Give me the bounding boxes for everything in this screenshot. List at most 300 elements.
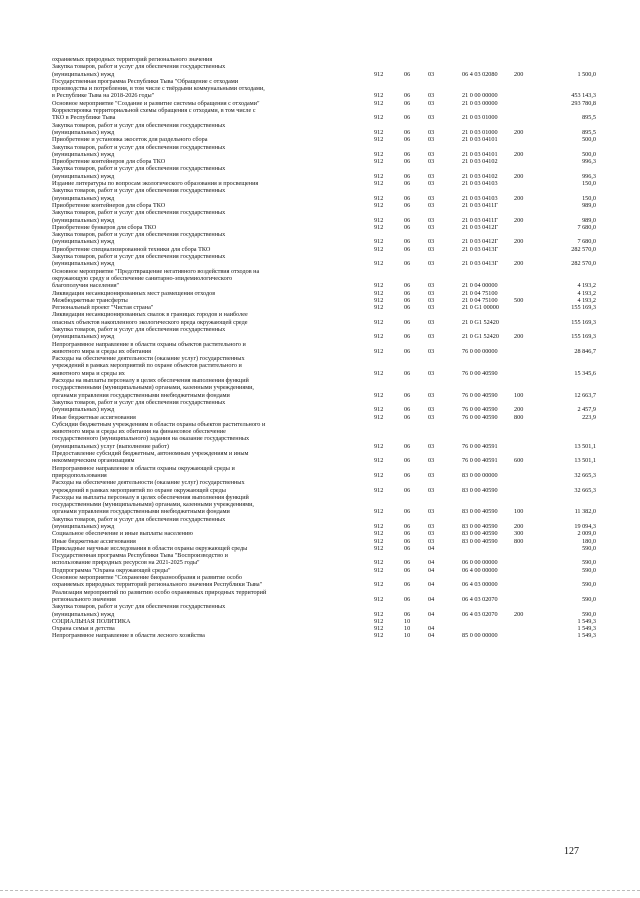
row-sum: 13 501,1 bbox=[574, 457, 596, 465]
table-row bbox=[52, 603, 596, 618]
row-cs: 21 0 00 00000 bbox=[462, 92, 498, 100]
row-pr: 03 bbox=[428, 158, 435, 166]
row-vr: 200 bbox=[514, 172, 524, 180]
row-name: Охрана семьи и детства bbox=[52, 625, 115, 633]
budget-page bbox=[52, 56, 596, 640]
row-name: Закупка товаров, работ и услуг для обеспечения государственных (муниципальных) нужд bbox=[52, 143, 226, 158]
row-name: Закупка товаров, работ и услуг для обеспечения государственных (муниципальных) нужд bbox=[52, 515, 226, 530]
row-gr: 912 bbox=[374, 559, 384, 567]
row-cs bbox=[462, 56, 514, 63]
row-pr: 03 bbox=[428, 304, 435, 312]
row-pr: 03 bbox=[428, 347, 435, 355]
row-vr bbox=[514, 224, 544, 231]
row-pr: 03 bbox=[428, 114, 435, 122]
row-cs: 21 0 03 01000 bbox=[462, 114, 498, 122]
row-cs: 21 0 03 0411Г bbox=[462, 216, 498, 224]
table-row bbox=[52, 567, 596, 574]
row-cs: 06 4 03 00000 bbox=[462, 581, 498, 589]
row-gr: 912 bbox=[374, 442, 384, 450]
row-cs: 76 0 00 40590 bbox=[462, 369, 498, 377]
row-cs bbox=[462, 618, 514, 625]
row-cs: 76 0 00 40591 bbox=[462, 442, 498, 450]
row-pr: 03 bbox=[428, 296, 435, 304]
row-cs: 85 0 00 00000 bbox=[462, 632, 498, 640]
row-gr: 912 bbox=[374, 530, 384, 538]
row-gr: 912 bbox=[374, 201, 384, 209]
row-gr: 912 bbox=[374, 282, 384, 290]
row-pr: 04 bbox=[428, 544, 435, 552]
row-pr: 03 bbox=[428, 194, 435, 202]
row-cs: 06 0 00 00000 bbox=[462, 559, 498, 567]
row-pr: 03 bbox=[428, 99, 435, 107]
row-pr: 03 bbox=[428, 333, 435, 341]
row-pr: 03 bbox=[428, 180, 435, 188]
row-rz: 06 bbox=[404, 92, 411, 100]
row-sum: 12 663,7 bbox=[574, 391, 596, 399]
row-rz: 06 bbox=[404, 201, 411, 209]
row-vr: 200 bbox=[514, 238, 524, 246]
row-vr: 200 bbox=[514, 70, 524, 78]
row-sum: 590,0 bbox=[582, 566, 596, 574]
row-pr: 04 bbox=[428, 559, 435, 567]
row-name: Ликвидация несанкционированных мест размещения отходов bbox=[52, 289, 216, 297]
table-row bbox=[52, 494, 596, 516]
row-rz: 10 bbox=[404, 625, 411, 633]
row-name: Основное мероприятие "Предотвращение негативного воздействия отходов на окружающую среду и обеспечение санитарно-эпидемиологического благополучия населения" bbox=[52, 267, 260, 290]
row-rz: 06 bbox=[404, 471, 411, 479]
row-sum: 2 009,0 bbox=[577, 530, 596, 538]
row-vr bbox=[514, 574, 544, 589]
row-vr bbox=[514, 341, 544, 356]
row-gr: 912 bbox=[374, 216, 384, 224]
row-sum: 590,0 bbox=[582, 544, 596, 552]
row-pr: 03 bbox=[428, 391, 435, 399]
row-sum bbox=[544, 56, 596, 63]
row-vr: 200 bbox=[514, 128, 524, 136]
row-vr bbox=[514, 355, 544, 377]
row-vr bbox=[514, 479, 544, 494]
row-cs: 21 0 03 00000 bbox=[462, 99, 498, 107]
row-rz: 06 bbox=[404, 223, 411, 231]
row-rz: 06 bbox=[404, 530, 411, 538]
row-vr: 200 bbox=[514, 610, 524, 618]
row-pr: 03 bbox=[428, 537, 435, 545]
row-sum: 150,0 bbox=[582, 180, 596, 188]
row-name: Расходы на обеспечение деятельности (оказание услуг) государственных учреждений в рамках мероприятий по охране объектов растительного и животного мира и среды их bbox=[52, 355, 245, 377]
row-gr: 912 bbox=[374, 172, 384, 180]
row-cs: 21 0 03 04103 bbox=[462, 194, 498, 202]
row-vr: 200 bbox=[514, 150, 524, 158]
row-sum: 155 169,3 bbox=[571, 318, 596, 326]
row-vr bbox=[514, 78, 544, 100]
row-sum: 895,5 bbox=[582, 114, 596, 122]
row-name: Закупка товаров, работ и услуг для обеспечения государственных (муниципальных) нужд bbox=[52, 398, 226, 414]
table-row bbox=[52, 304, 596, 311]
row-cs: 83 0 00 40590 bbox=[462, 523, 498, 530]
row-name: Приобретение контейнеров для сбора ТКО bbox=[52, 201, 166, 209]
row-vr bbox=[514, 625, 544, 632]
row-sum: 590,0 bbox=[582, 559, 596, 567]
table-row bbox=[52, 202, 596, 209]
row-rz: 06 bbox=[404, 369, 411, 377]
row-vr bbox=[514, 268, 544, 290]
row-cs: 21 0 03 01000 bbox=[462, 128, 498, 136]
row-sum: 989,0 bbox=[582, 216, 596, 224]
row-rz: 10 bbox=[404, 617, 411, 625]
row-sum: 453 143,3 bbox=[571, 92, 596, 100]
row-vr bbox=[514, 202, 544, 209]
row-pr: 03 bbox=[428, 530, 435, 538]
row-rz: 06 bbox=[404, 581, 411, 589]
row-rz: 06 bbox=[404, 99, 411, 107]
row-vr: 200 bbox=[514, 194, 524, 202]
row-rz: 06 bbox=[404, 180, 411, 188]
row-gr: 912 bbox=[374, 610, 384, 618]
table-row bbox=[52, 545, 596, 552]
table-row bbox=[52, 414, 596, 421]
row-rz: 06 bbox=[404, 413, 411, 421]
row-gr: 912 bbox=[374, 508, 384, 516]
row-name: Закупка товаров, работ и услуг для обеспечения государственных (муниципальных) нужд bbox=[52, 325, 226, 341]
row-sum: 996,3 bbox=[582, 158, 596, 166]
row-sum: 180,0 bbox=[582, 537, 596, 545]
table-row bbox=[52, 355, 596, 377]
row-vr bbox=[514, 545, 544, 552]
row-name: Расходы на выплаты персоналу в целях обеспечения выполнения функций государственными (муниципальными) органами, казенными учреждениями, органами управления государственными внебюджетными фондами bbox=[52, 377, 254, 399]
row-sum: 282 570,0 bbox=[571, 245, 596, 253]
table-row bbox=[52, 187, 596, 202]
row-gr: 912 bbox=[374, 70, 384, 78]
row-gr: 912 bbox=[374, 537, 384, 545]
row-cs: 06 4 03 02070 bbox=[462, 610, 498, 618]
table-row bbox=[52, 574, 596, 589]
row-cs: 21 0 03 0411Г bbox=[462, 201, 498, 209]
row-gr: 912 bbox=[374, 92, 384, 100]
row-gr: 912 bbox=[374, 595, 384, 603]
row-rz: 06 bbox=[404, 296, 411, 304]
row-pr bbox=[428, 618, 462, 625]
table-row bbox=[52, 224, 596, 231]
row-sum: 155 169,3 bbox=[571, 304, 596, 312]
row-cs: 21 0 04 75100 bbox=[462, 289, 498, 297]
row-cs: 21 0 03 04101 bbox=[462, 136, 498, 144]
table-row bbox=[52, 399, 596, 414]
row-cs: 21 0 03 04102 bbox=[462, 158, 498, 166]
row-name: Закупка товаров, работ и услуг для обеспечения государственных (муниципальных) нужд bbox=[52, 63, 226, 78]
row-vr bbox=[514, 158, 544, 165]
row-rz: 06 bbox=[404, 172, 411, 180]
row-gr: 912 bbox=[374, 333, 384, 341]
row-cs: 21 0 G1 00000 bbox=[462, 304, 499, 312]
row-vr bbox=[514, 311, 544, 326]
row-rz: 06 bbox=[404, 559, 411, 567]
row-sum: 11 382,0 bbox=[574, 508, 596, 516]
row-name: Приобретение и установка экосеток для раздельного сбора bbox=[52, 136, 208, 144]
row-pr: 03 bbox=[428, 289, 435, 297]
row-cs: 21 0 03 0412Г bbox=[462, 223, 499, 231]
row-pr: 03 bbox=[428, 201, 435, 209]
row-vr bbox=[514, 589, 544, 604]
row-gr: 912 bbox=[374, 194, 384, 202]
row-rz: 06 bbox=[404, 566, 411, 574]
row-pr: 04 bbox=[428, 595, 435, 603]
row-name: СОЦИАЛЬНАЯ ПОЛИТИКА bbox=[52, 617, 131, 625]
row-pr: 03 bbox=[428, 413, 435, 421]
row-pr: 03 bbox=[428, 92, 435, 100]
table-row bbox=[52, 552, 596, 567]
row-pr: 04 bbox=[428, 625, 435, 633]
table-row bbox=[52, 180, 596, 187]
row-sum: 28 846,7 bbox=[574, 347, 596, 355]
row-gr: 912 bbox=[374, 136, 384, 144]
row-name: Прикладные научные исследования в области охраны окружающей среды bbox=[52, 544, 248, 552]
table-row bbox=[52, 311, 596, 326]
row-sum: 590,0 bbox=[582, 610, 596, 618]
table-row bbox=[52, 56, 596, 63]
row-gr: 912 bbox=[374, 523, 384, 530]
row-sum: 989,0 bbox=[582, 201, 596, 209]
table-row bbox=[52, 465, 596, 480]
table-row bbox=[52, 231, 596, 246]
row-gr: 912 bbox=[374, 544, 384, 552]
row-pr: 03 bbox=[428, 318, 435, 326]
row-vr bbox=[514, 632, 544, 639]
row-rz: 06 bbox=[404, 150, 411, 158]
row-pr: 03 bbox=[428, 223, 435, 231]
row-vr bbox=[514, 290, 544, 297]
row-sum: 590,0 bbox=[582, 595, 596, 603]
table-row bbox=[52, 136, 596, 143]
table-row bbox=[52, 450, 596, 465]
row-sum: 19 094,3 bbox=[574, 523, 596, 530]
row-pr: 04 bbox=[428, 581, 435, 589]
row-cs bbox=[462, 545, 514, 552]
row-name: Иные бюджетные ассигнования bbox=[52, 537, 136, 545]
table-row bbox=[52, 290, 596, 297]
row-name: Иные бюджетные ассигнования bbox=[52, 413, 136, 421]
row-vr: 200 bbox=[514, 216, 524, 224]
row-rz: 06 bbox=[404, 245, 411, 253]
row-gr: 912 bbox=[374, 581, 384, 589]
row-gr: 912 bbox=[374, 128, 384, 136]
row-gr: 912 bbox=[374, 114, 384, 122]
row-cs: 21 0 G1 52420 bbox=[462, 318, 499, 326]
row-vr bbox=[514, 465, 544, 480]
row-vr bbox=[514, 421, 544, 450]
row-cs: 76 0 00 40590 bbox=[462, 391, 498, 399]
row-pr: 03 bbox=[428, 150, 435, 158]
row-pr: 03 bbox=[428, 245, 435, 253]
row-cs: 76 0 00 40590 bbox=[462, 406, 498, 414]
row-pr: 03 bbox=[428, 486, 435, 494]
row-rz: 06 bbox=[404, 523, 411, 530]
row-name: Закупка товаров, работ и услуг для обеспечения государственных (муниципальных) нужд bbox=[52, 209, 226, 224]
row-name: Непрограммное направление в области охраны объектов растительного и животного мира и среды их обитания bbox=[52, 340, 246, 355]
row-rz: 06 bbox=[404, 128, 411, 136]
table-row bbox=[52, 78, 596, 100]
table-row bbox=[52, 530, 596, 537]
row-rz: 06 bbox=[404, 304, 411, 312]
row-cs: 21 0 04 75100 bbox=[462, 296, 498, 304]
row-rz: 06 bbox=[404, 136, 411, 144]
table-row bbox=[52, 122, 596, 137]
row-gr: 912 bbox=[374, 486, 384, 494]
row-sum: 1 549,3 bbox=[577, 632, 596, 640]
row-sum: 282 570,0 bbox=[571, 260, 596, 268]
row-vr bbox=[514, 56, 544, 63]
row-sum: 4 193,2 bbox=[577, 282, 596, 290]
table-row bbox=[52, 100, 596, 107]
table-row bbox=[52, 377, 596, 399]
row-gr: 912 bbox=[374, 406, 384, 414]
row-vr bbox=[514, 136, 544, 143]
row-vr bbox=[514, 618, 544, 625]
row-gr: 912 bbox=[374, 617, 384, 625]
row-cs: 21 0 03 04101 bbox=[462, 150, 498, 158]
row-pr bbox=[428, 56, 462, 63]
table-row bbox=[52, 297, 596, 304]
row-rz: 06 bbox=[404, 318, 411, 326]
row-gr: 912 bbox=[374, 632, 384, 640]
row-cs: 06 4 03 02080 bbox=[462, 70, 498, 78]
row-name: Закупка товаров, работ и услуг для обеспечения государственных (муниципальных) нужд bbox=[52, 187, 226, 202]
row-gr: 912 bbox=[374, 318, 384, 326]
row-gr: 912 bbox=[374, 150, 384, 158]
row-gr bbox=[374, 56, 404, 63]
row-sum: 996,3 bbox=[582, 172, 596, 180]
row-gr: 912 bbox=[374, 304, 384, 312]
row-vr bbox=[514, 100, 544, 107]
table-row bbox=[52, 158, 596, 165]
row-rz: 06 bbox=[404, 194, 411, 202]
table-row bbox=[52, 341, 596, 356]
row-vr: 800 bbox=[514, 537, 524, 545]
row-gr: 912 bbox=[374, 158, 384, 166]
row-sum: 293 780,8 bbox=[571, 99, 596, 107]
row-sum: 590,0 bbox=[582, 581, 596, 589]
row-pr: 03 bbox=[428, 260, 435, 268]
row-sum: 1 500,0 bbox=[577, 70, 596, 78]
row-cs: 21 0 03 0413Г bbox=[462, 245, 499, 253]
table-row bbox=[52, 246, 596, 253]
row-name: Расходы на выплаты персоналу в целях обеспечения выполнения функций государственными (муниципальными) органами, казенными учреждениями, органами управления государственными внебюджетными фондами bbox=[52, 493, 254, 516]
row-cs: 83 0 00 40590 bbox=[462, 537, 498, 545]
scan-edge-divider bbox=[0, 890, 640, 891]
row-gr: 912 bbox=[374, 391, 384, 399]
row-name: Предоставление субсидий бюджетным, автономным учреждениям и иным некоммерческим организациям bbox=[52, 450, 249, 465]
row-cs bbox=[462, 625, 514, 632]
row-rz: 06 bbox=[404, 544, 411, 552]
row-gr: 912 bbox=[374, 566, 384, 574]
table-row bbox=[52, 268, 596, 290]
table-row bbox=[52, 632, 596, 639]
row-name: Закупка товаров, работ и услуг для обеспечения государственных (муниципальных) нужд bbox=[52, 165, 226, 180]
row-name: Корректировка территориальной схемы обращения с отходами, в том числе с ТКО в Республике Тыва bbox=[52, 107, 256, 122]
row-name: охраняемых природных территорий регионального значения bbox=[52, 56, 213, 63]
row-gr: 912 bbox=[374, 245, 384, 253]
row-name: Социальное обеспечение и иные выплаты населению bbox=[52, 530, 193, 538]
row-rz: 06 bbox=[404, 610, 411, 618]
row-name: Субсидии бюджетным учреждениям в области охраны объектов растительного и животного мира и среды их обитания на финансовое обеспечение государственного (муниципального) задания на оказание государственных (муниципальных) услуг (выполнение работ) bbox=[52, 420, 266, 450]
row-sum: 500,0 bbox=[582, 136, 596, 144]
row-name: Приобретение бункеров для сбора ТКО bbox=[52, 223, 157, 231]
table-row bbox=[52, 253, 596, 268]
row-cs: 83 0 00 00000 bbox=[462, 471, 498, 479]
table-row bbox=[52, 479, 596, 494]
row-vr bbox=[514, 552, 544, 567]
row-gr: 912 bbox=[374, 99, 384, 107]
row-sum: 2 457,9 bbox=[577, 406, 596, 414]
row-cs: 21 0 04 00000 bbox=[462, 282, 498, 290]
row-sum: 15 345,6 bbox=[574, 369, 596, 377]
row-name: Закупка товаров, работ и услуг для обеспечения государственных (муниципальных) нужд bbox=[52, 603, 226, 618]
row-rz: 10 bbox=[404, 632, 411, 640]
row-vr bbox=[514, 246, 544, 253]
row-sum: 1 549,3 bbox=[577, 625, 596, 633]
row-pr: 04 bbox=[428, 610, 435, 618]
row-cs: 21 0 03 0412Г bbox=[462, 238, 499, 246]
row-vr bbox=[514, 304, 544, 311]
row-vr bbox=[514, 180, 544, 187]
row-cs: 21 0 03 04102 bbox=[462, 172, 498, 180]
row-name: Закупка товаров, работ и услуг для обеспечения государственных (муниципальных) нужд bbox=[52, 121, 226, 136]
row-rz: 06 bbox=[404, 457, 411, 465]
row-rz: 06 bbox=[404, 158, 411, 166]
row-pr: 03 bbox=[428, 508, 435, 516]
row-sum: 150,0 bbox=[582, 194, 596, 202]
table-row bbox=[52, 107, 596, 122]
row-sum: 500,0 bbox=[582, 150, 596, 158]
row-pr: 03 bbox=[428, 282, 435, 290]
row-name: Государственная программа Республики Тыва "Обращение с отходами производства и потребления, в том числе с твёрдыми коммунальными отходами, в Республике Тыва на 2018-2026 годы" bbox=[52, 77, 265, 100]
row-gr: 912 bbox=[374, 457, 384, 465]
row-vr: 500 bbox=[514, 296, 524, 304]
row-rz: 06 bbox=[404, 391, 411, 399]
row-pr: 03 bbox=[428, 406, 435, 414]
row-gr: 912 bbox=[374, 223, 384, 231]
row-vr: 600 bbox=[514, 457, 524, 465]
row-rz: 06 bbox=[404, 442, 411, 450]
row-sum: 223,9 bbox=[582, 413, 596, 421]
row-vr: 800 bbox=[514, 413, 524, 421]
row-name: Расходы на обеспечение деятельности (оказание услуг) государственных учреждений в рамках мероприятий по охране окружающей среды bbox=[52, 479, 245, 494]
row-rz: 06 bbox=[404, 347, 411, 355]
row-name: Подпрограмма "Охрана окружающей среды" bbox=[52, 566, 171, 574]
row-rz: 06 bbox=[404, 216, 411, 224]
row-rz: 06 bbox=[404, 238, 411, 246]
row-gr: 912 bbox=[374, 347, 384, 355]
table-row bbox=[52, 144, 596, 159]
row-name: Непрограммное направление в области лесного хозяйства bbox=[52, 632, 205, 640]
table-row bbox=[52, 421, 596, 450]
row-pr: 03 bbox=[428, 216, 435, 224]
row-pr: 03 bbox=[428, 523, 435, 530]
row-cs: 21 0 03 04103 bbox=[462, 180, 498, 188]
row-pr: 03 bbox=[428, 172, 435, 180]
row-gr: 912 bbox=[374, 260, 384, 268]
row-vr: 200 bbox=[514, 406, 524, 414]
row-pr: 03 bbox=[428, 128, 435, 136]
row-rz: 06 bbox=[404, 333, 411, 341]
row-name: Основное мероприятие "Создание и развитие системы обращения с отходами" bbox=[52, 99, 260, 107]
row-name: Приобретение специализированной техники для сбора ТКО bbox=[52, 245, 211, 253]
row-pr: 03 bbox=[428, 136, 435, 144]
row-sum: 13 501,1 bbox=[574, 442, 596, 450]
row-pr: 04 bbox=[428, 632, 435, 640]
row-name: Непрограммное направление в области охраны окружающей среды и природопользования bbox=[52, 464, 235, 479]
row-cs: 76 0 00 00000 bbox=[462, 347, 498, 355]
row-vr: 100 bbox=[514, 391, 524, 399]
